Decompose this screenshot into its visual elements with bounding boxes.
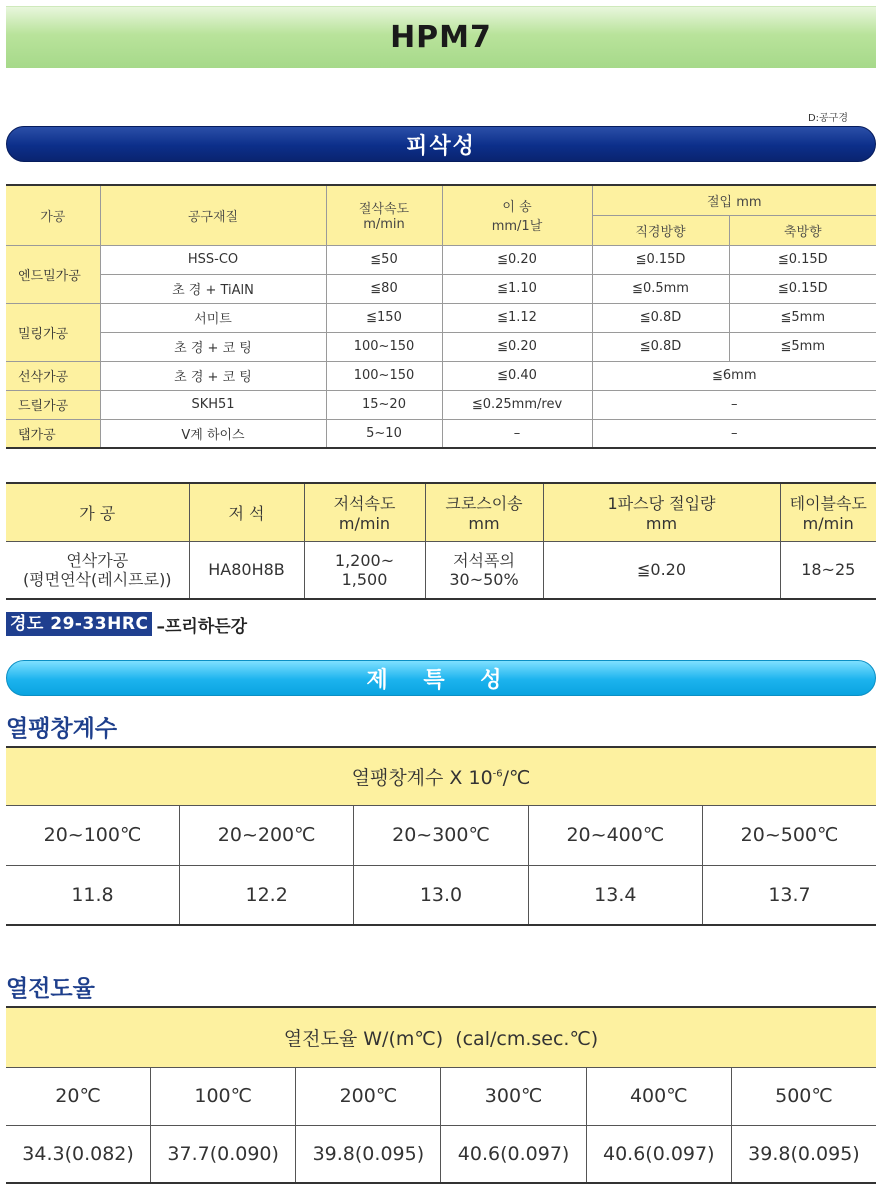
header-depth-per-pass: 1파스당 절입량 mm <box>543 483 780 541</box>
cell-speed: ≦80 <box>326 274 442 303</box>
table-row <box>6 332 876 361</box>
expansion-value: 13.0 <box>354 865 528 925</box>
thermal-conductivity-table <box>6 1006 876 1184</box>
temp-range: 20~300℃ <box>354 805 528 865</box>
temperature: 100℃ <box>151 1067 296 1125</box>
conductivity-value: 40.6(0.097) <box>586 1125 731 1183</box>
cell-depth: ≦6mm <box>592 361 876 390</box>
table-row <box>6 1125 876 1183</box>
conductivity-value: 34.3(0.082) <box>6 1125 151 1183</box>
temperature: 20℃ <box>6 1067 151 1125</box>
temperature: 300℃ <box>441 1067 586 1125</box>
cell-speed: 100~150 <box>326 361 442 390</box>
thermal-conductivity-header: 열전도율 W/(m℃) (cal/cm.sec.℃) <box>6 1007 876 1067</box>
header-process: 가 공 <box>6 483 189 541</box>
cell-radial: ≦0.8D <box>592 332 729 361</box>
machinability-heading: 피삭성 <box>6 126 876 162</box>
conductivity-value: 40.6(0.097) <box>441 1125 586 1183</box>
cell-speed: ≦50 <box>326 245 442 274</box>
row-process: 탭가공 <box>6 419 100 448</box>
cell-depth: – <box>592 390 876 419</box>
row-process: 드릴가공 <box>6 390 100 419</box>
header-speed: 절삭속도 m/min <box>326 185 442 245</box>
hardness-suffix: –프리하든강 <box>156 616 248 637</box>
temperature: 200℃ <box>296 1067 441 1125</box>
cell-tool: 초 경 + 코 팅 <box>100 361 326 390</box>
expansion-value: 13.4 <box>528 865 702 925</box>
expansion-value: 11.8 <box>6 865 179 925</box>
properties-heading: 제 특 성 <box>6 660 876 696</box>
thermal-expansion-table <box>6 746 876 926</box>
conductivity-value: 39.8(0.095) <box>296 1125 441 1183</box>
header-process: 가공 <box>6 185 100 245</box>
hardness-line <box>6 612 247 636</box>
conductivity-value: 39.8(0.095) <box>731 1125 876 1183</box>
cell-feed: ≦1.12 <box>442 303 592 332</box>
cell-feed: ≦0.25mm/rev <box>442 390 592 419</box>
table-row <box>6 805 876 865</box>
row-process: 밀링가공 <box>6 303 100 361</box>
cell-tool: 초 경 + TiAlN <box>100 274 326 303</box>
temp-range: 20~200℃ <box>179 805 353 865</box>
header-axial: 축방향 <box>729 216 876 246</box>
header-depth: 절입 mm <box>592 185 876 216</box>
cell-speed: 5~10 <box>326 419 442 448</box>
cell-process: 연삭가공 (평면연삭(레시프로)) <box>6 541 189 599</box>
cell-tool: V계 하이스 <box>100 419 326 448</box>
thermal-conductivity-title: 열전도율 <box>6 976 95 1002</box>
header-cross-feed: 크로스이송 mm <box>425 483 543 541</box>
hardness-label: 경도 29-33HRC <box>6 612 152 636</box>
header-wheel: 저 석 <box>189 483 304 541</box>
cell-wheel: HA80H8B <box>189 541 304 599</box>
temp-range: 20~100℃ <box>6 805 179 865</box>
cell-radial: ≦0.8D <box>592 303 729 332</box>
temperature: 500℃ <box>731 1067 876 1125</box>
table-row <box>6 419 876 448</box>
cell-table-speed: 18~25 <box>780 541 876 599</box>
header-radial: 직경방향 <box>592 216 729 246</box>
page-title: HPM7 <box>390 20 492 55</box>
temp-range: 20~400℃ <box>528 805 702 865</box>
table-row <box>6 245 876 274</box>
cell-axial: ≦5mm <box>729 332 876 361</box>
cell-axial: ≦5mm <box>729 303 876 332</box>
machining-table <box>6 184 876 449</box>
expansion-value: 13.7 <box>703 865 877 925</box>
cell-radial: ≦0.5mm <box>592 274 729 303</box>
cell-wheel-speed: 1,200~ 1,500 <box>304 541 425 599</box>
cell-radial: ≦0.15D <box>592 245 729 274</box>
cell-speed: ≦150 <box>326 303 442 332</box>
cell-depth-per-pass: ≦0.20 <box>543 541 780 599</box>
conductivity-value: 37.7(0.090) <box>151 1125 296 1183</box>
cell-tool: 서미트 <box>100 303 326 332</box>
table-row <box>6 390 876 419</box>
header-wheel-speed: 저석속도 m/min <box>304 483 425 541</box>
cell-feed: ≦0.20 <box>442 245 592 274</box>
thermal-expansion-title: 열팽창계수 <box>6 716 118 742</box>
header-tool: 공구재질 <box>100 185 326 245</box>
cell-feed: ≦0.40 <box>442 361 592 390</box>
cell-speed: 100~150 <box>326 332 442 361</box>
cell-tool: HSS-CO <box>100 245 326 274</box>
row-process: 엔드밀가공 <box>6 245 100 303</box>
cell-feed: ≦1.10 <box>442 274 592 303</box>
legend-note: D:공구경 <box>807 113 848 124</box>
header-feed: 이 송 mm/1날 <box>442 185 592 245</box>
table-row <box>6 361 876 390</box>
cell-tool: SKH51 <box>100 390 326 419</box>
cell-axial: ≦0.15D <box>729 274 876 303</box>
table-row <box>6 274 876 303</box>
table-row <box>6 303 876 332</box>
cell-depth: – <box>592 419 876 448</box>
cell-feed: – <box>442 419 592 448</box>
thermal-expansion-header: 열팽창계수 X $10^{-6}/℃$ <box>6 747 876 805</box>
row-process: 선삭가공 <box>6 361 100 390</box>
temp-range: 20~500℃ <box>703 805 877 865</box>
cell-speed: 15~20 <box>326 390 442 419</box>
cell-axial: ≦0.15D <box>729 245 876 274</box>
cell-tool: 초 경 + 코 팅 <box>100 332 326 361</box>
header-table-speed: 테이블속도 m/min <box>780 483 876 541</box>
table-row <box>6 1067 876 1125</box>
temperature: 400℃ <box>586 1067 731 1125</box>
table-row <box>6 865 876 925</box>
cell-feed: ≦0.20 <box>442 332 592 361</box>
expansion-value: 12.2 <box>179 865 353 925</box>
cell-cross-feed: 저석폭의 30~50% <box>425 541 543 599</box>
grinding-table <box>6 482 876 600</box>
table-row <box>6 541 876 599</box>
title-banner <box>6 6 876 68</box>
